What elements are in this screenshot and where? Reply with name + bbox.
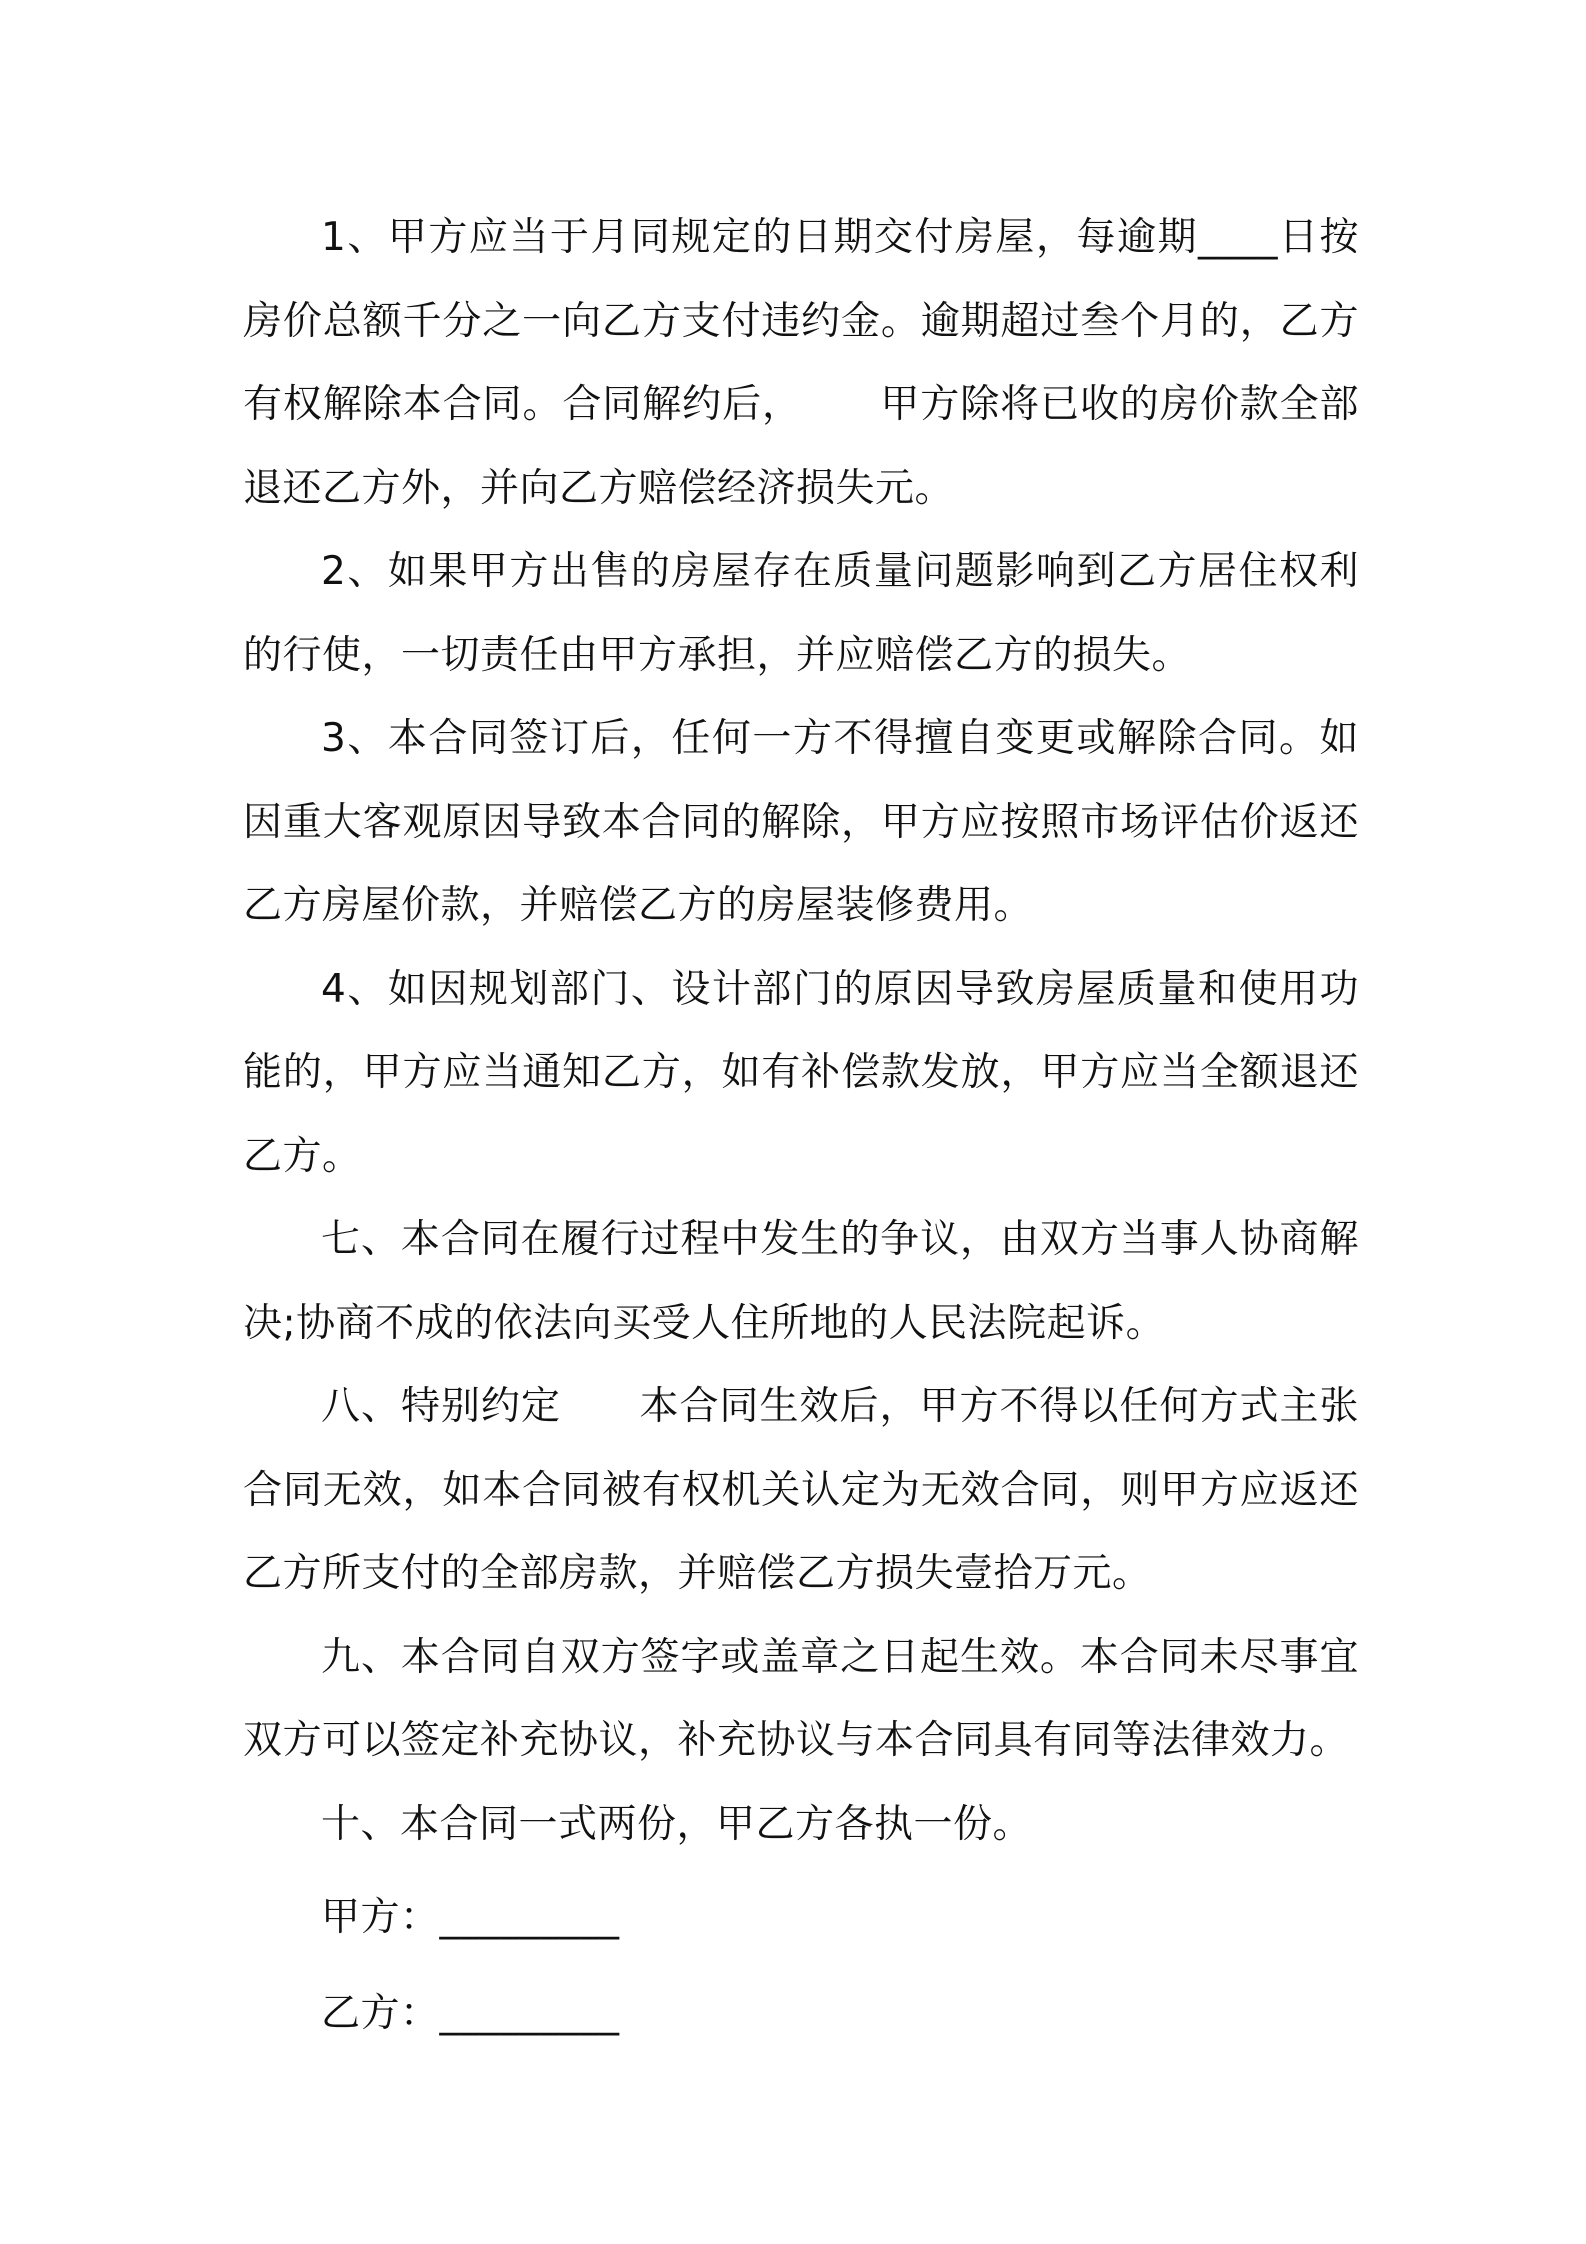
clause-3: 3、本合同签订后，任何一方不得擅自变更或解除合同。如因重大客观原因导致本合同的解除，甲方应按照市场评估价返还乙方房屋价款，并赔偿乙方的房屋装修费用。 (243, 716, 1359, 928)
clause-1 (243, 196, 1359, 530)
clause-8-heading: 八、特别约定 (321, 1384, 561, 1429)
clause-8 (243, 1365, 1359, 1616)
clause-10: 十、本合同一式两份，甲乙方各执一份。 (321, 1801, 1033, 1847)
clause-8-text: 本合同生效后，甲方不得以任何方式主张合同无效，如本合同被有权机关认定为无效合同，则甲方应返还乙方所支付的全部房款，并赔偿乙方损失壹拾万元。 (243, 1384, 1359, 1596)
clause-1-text-b: 甲方除将已收的房价款全部退还乙方外，并向乙方赔偿经济损失元。 (243, 382, 1359, 511)
clause-7: 七、本合同在履行过程中发生的争议，由双方当事人协商解决;协商不成的依法向买受人住所地的人民法院起诉。 (243, 1217, 1359, 1346)
clause-4: 4、如因规划部门、设计部门的原因导致房屋质量和使用功能的，甲方应当通知乙方，如有补偿款发放，甲方应当全额退还乙方。 (243, 966, 1359, 1179)
clause-9: 九、本合同自双方签字或盖章之日起生效。本合同未尽事宜双方可以签定补充协议，补充协议与本合同具有同等法律效力。 (243, 1634, 1359, 1763)
document-body (243, 196, 1359, 2062)
signature-party-a: 甲方：_________ (321, 1895, 620, 1940)
signature-party-b: 乙方：_________ (321, 1991, 620, 2036)
clause-1-text-a: 1、甲方应当于月同规定的日期交付房屋，每逾期____日按房价总额千分之一向乙方支付违约金。逾期超过叁个月的，乙方有权解除本合同。合同解约后， (243, 215, 1359, 427)
clause-2: 2、如果甲方出售的房屋存在质量问题影响到乙方居住权利的行使，一切责任由甲方承担，并应赔偿乙方的损失。 (243, 549, 1359, 678)
